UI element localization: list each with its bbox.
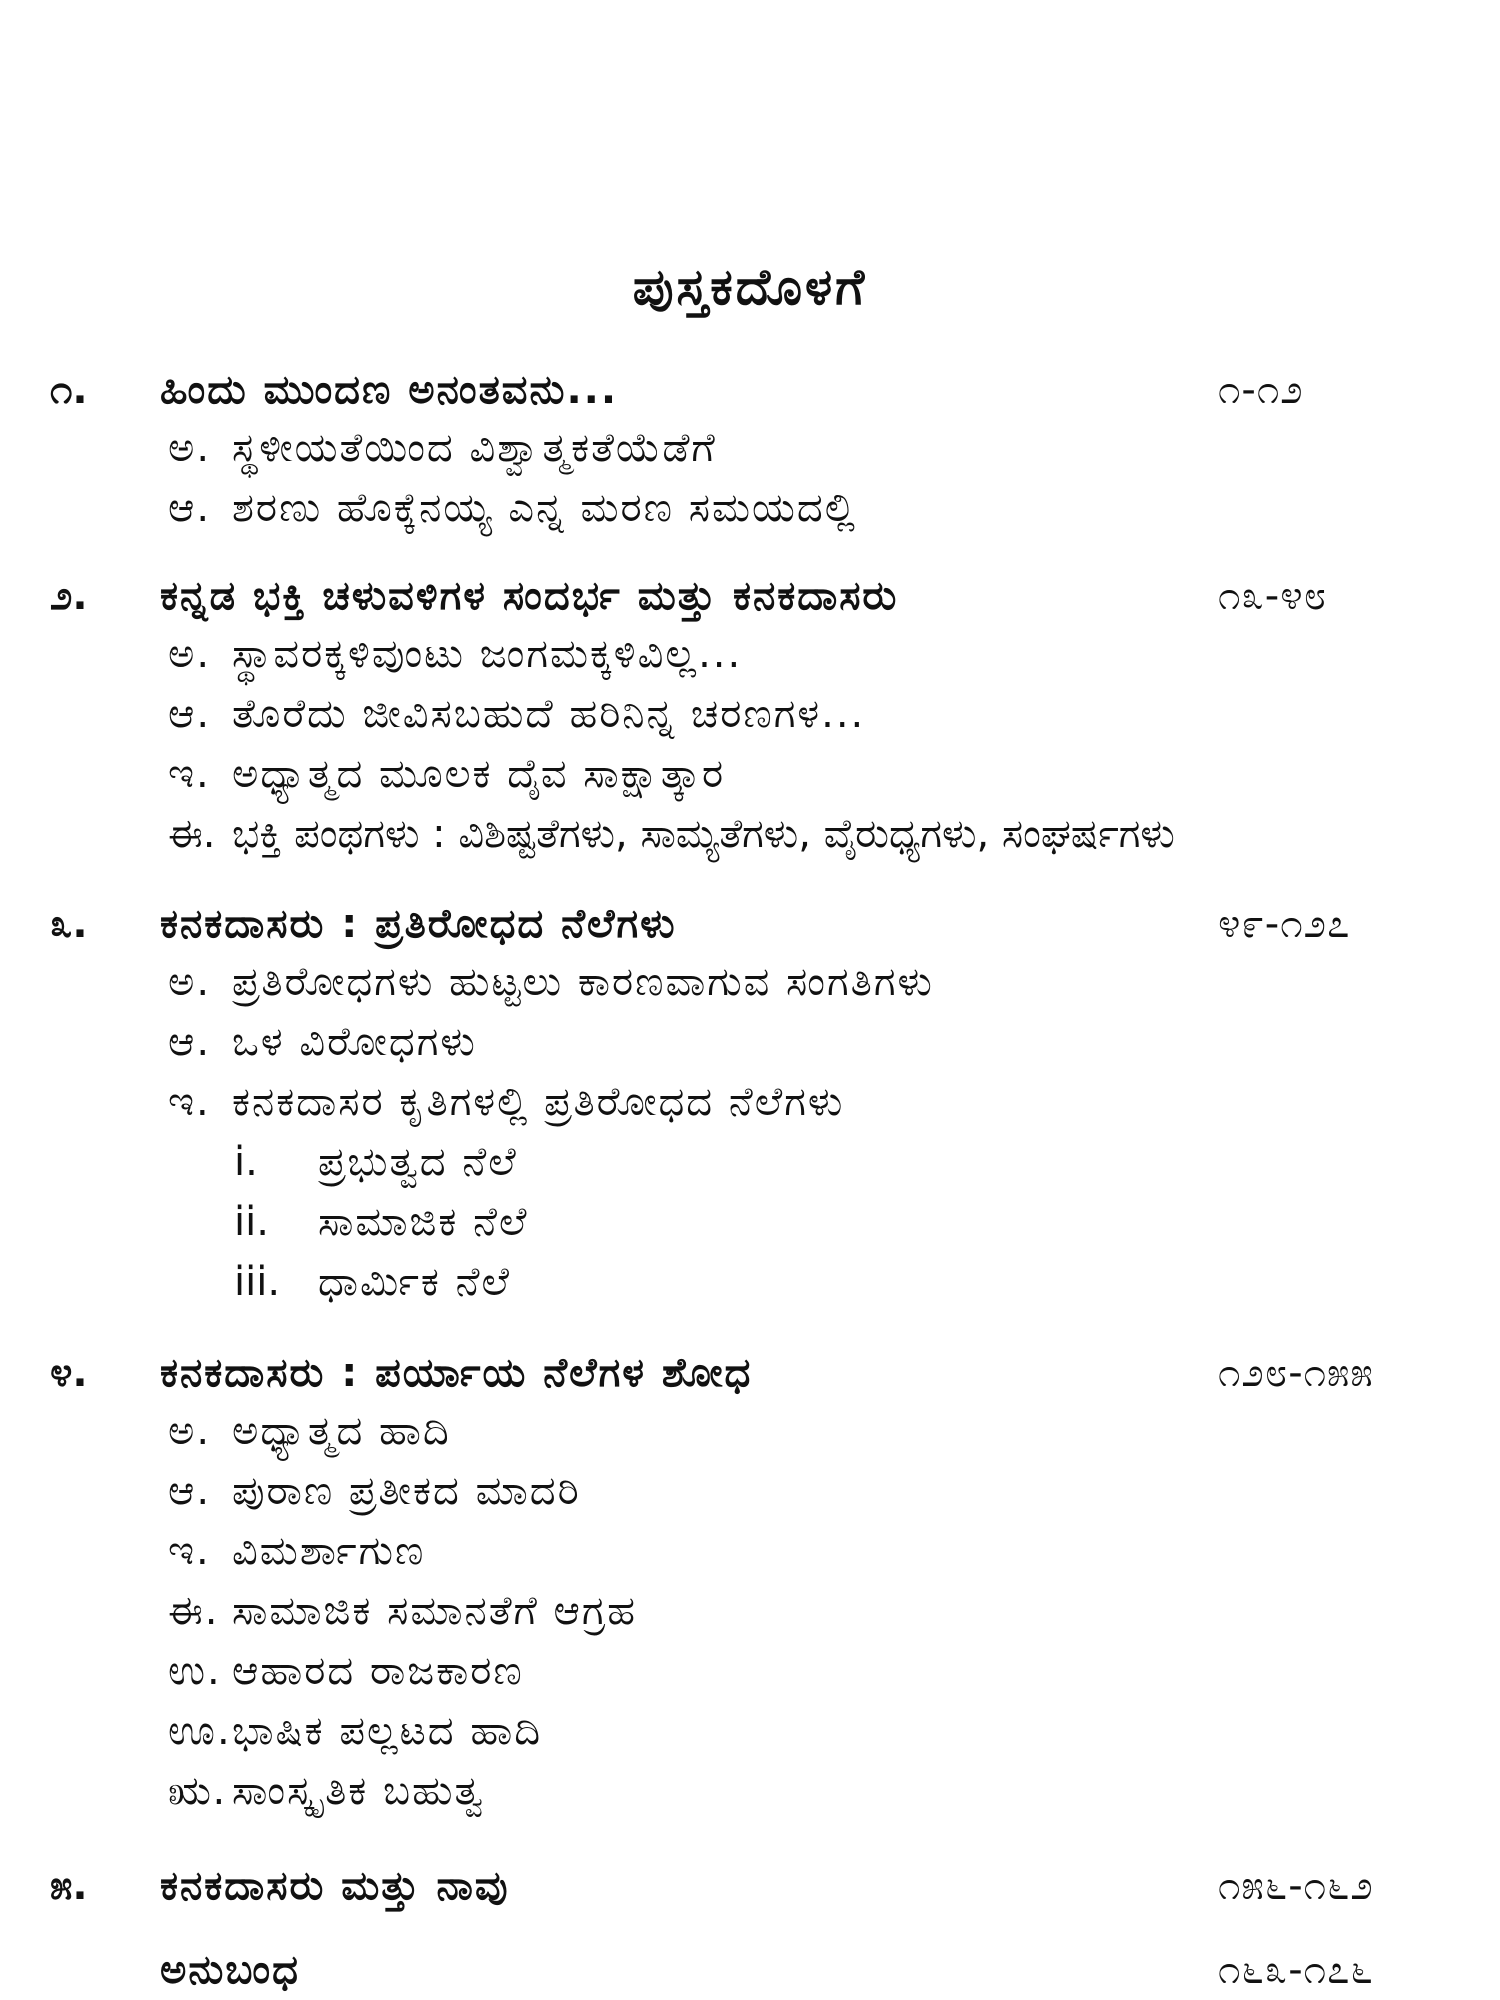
section-list [0, 418, 1500, 538]
subsection-item [0, 1192, 1500, 1252]
section-item [0, 744, 1500, 804]
chapter-2 [0, 568, 1500, 864]
subsection-item [0, 1252, 1500, 1312]
chapter-1 [0, 362, 1500, 538]
chapter-page-range: ೧೫೬-೧೬೨ [1218, 1863, 1374, 1909]
chapter-title: ಕನಕದಾಸರು : ಪರ್ಯಾಯ ನೆಲೆಗಳ ಶೋಧ [160, 1350, 753, 1396]
chapter-heading-row [0, 896, 1500, 952]
subsection-title: ಧಾರ್ಮಿಕ ನೆಲೆ [318, 1259, 511, 1305]
chapter-page-range: ೧೨೮-೧೫೫ [1218, 1350, 1374, 1396]
section-marker: ಅ. [168, 631, 212, 677]
subsection-item [0, 1132, 1500, 1192]
section-list [0, 952, 1500, 1312]
section-title: ಸಾಮಾಜಿಕ ಸಮಾನತೆಗೆ ಆಗ್ರಹ [232, 1588, 637, 1634]
chapter-page-range: ೪೯-೧೨೭ [1218, 901, 1351, 947]
section-title: ಒಳ ವಿರೋಧಗಳು [232, 1019, 477, 1065]
section-item [0, 952, 1500, 1012]
chapter-4 [0, 1345, 1500, 1821]
chapter-title: ಕನಕದಾಸರು ಮತ್ತು ನಾವು [160, 1863, 510, 1909]
section-marker: ಆ. [168, 1019, 212, 1065]
section-title: ಆಹಾರದ ರಾಜಕಾರಣ [232, 1648, 524, 1694]
section-marker: ಆ. [168, 1468, 212, 1514]
subsection-marker: i. [234, 1139, 258, 1185]
chapter-heading-row [0, 1345, 1500, 1401]
chapter-heading-row [0, 1942, 1500, 1998]
section-item [0, 478, 1500, 538]
section-item [0, 1401, 1500, 1461]
section-title: ಪ್ರತಿರೋಧಗಳು ಹುಟ್ಟಲು ಕಾರಣವಾಗುವ ಸಂಗತಿಗಳು [232, 959, 934, 1005]
section-title: ಕನಕದಾಸರ ಕೃತಿಗಳಲ್ಲಿ ಪ್ರತಿರೋಧದ ನೆಲೆಗಳು [232, 1079, 845, 1125]
chapter-number: ೪. [50, 1350, 88, 1396]
section-title: ತೊರೆದು ಜೀವಿಸಬಹುದೆ ಹರಿನಿನ್ನ ಚರಣಗಳ... [232, 691, 866, 737]
section-item [0, 1701, 1500, 1761]
chapter-page-range: ೧೬೩-೧೭೬ [1218, 1947, 1374, 1993]
chapter-heading-row [0, 568, 1500, 624]
section-item [0, 1581, 1500, 1641]
subsection-marker: iii. [234, 1259, 281, 1305]
section-marker: ಊ. [168, 1708, 232, 1754]
section-item [0, 418, 1500, 478]
chapter-number: ೧. [50, 367, 88, 413]
section-item [0, 1641, 1500, 1701]
chapter-heading-row [0, 362, 1500, 418]
chapter-number: ೫. [50, 1863, 88, 1909]
section-title: ಶರಣು ಹೊಕ್ಕೆನಯ್ಯ ಎನ್ನ ಮರಣ ಸಮಯದಲ್ಲಿ [232, 485, 857, 531]
chapter-page-range: ೧೩-೪೮ [1218, 573, 1328, 619]
section-title: ಸ್ಥಾವರಕ್ಕಳಿವುಂಟು ಜಂಗಮಕ್ಕಳಿವಿಲ್ಲ... [232, 631, 743, 677]
chapter-title: ಹಿಂದು ಮುಂದಣ ಅನಂತವನು... [160, 367, 619, 413]
section-marker: ಋ. [168, 1768, 228, 1814]
section-title: ಅಧ್ಯಾತ್ಮದ ಹಾದಿ [232, 1408, 451, 1454]
section-title: ಸ್ಥಳೀಯತೆಯಿಂದ ವಿಶ್ವಾತ್ಮಕತೆಯೆಡೆಗೆ [232, 425, 717, 471]
section-title: ವಿಮರ್ಶಾಗುಣ [232, 1528, 426, 1574]
section-item [0, 1521, 1500, 1581]
chapter-page-range: ೧-೧೨ [1218, 367, 1304, 413]
section-marker: ಅ. [168, 1408, 212, 1454]
section-title: ಭಕ್ತಿ ಪಂಥಗಳು : ವಿಶಿಷ್ಟತೆಗಳು, ಸಾಮ್ಯತೆಗಳು, ವೈರುಧ್ಯಗಳು, ಸಂಘರ್ಷಗಳು [232, 811, 1175, 857]
section-marker: ಇ. [168, 1528, 211, 1574]
chapter-5 [0, 1858, 1500, 1914]
section-item [0, 1461, 1500, 1521]
section-marker: ಇ. [168, 751, 211, 797]
subsection-marker: ii. [234, 1199, 269, 1245]
section-item [0, 684, 1500, 744]
appendix [0, 1942, 1500, 1998]
section-item [0, 1072, 1500, 1132]
section-list [0, 1401, 1500, 1821]
section-marker: ಅ. [168, 425, 212, 471]
subsection-title: ಪ್ರಭುತ್ವದ ನೆಲೆ [318, 1139, 518, 1185]
section-marker: ಅ. [168, 959, 212, 1005]
page-title: ಪುಸ್ತಕದೊಳಗೆ [632, 258, 868, 316]
section-marker: ಉ. [168, 1648, 222, 1694]
chapter-number: ೩. [50, 901, 88, 947]
section-title: ಪುರಾಣ ಪ್ರತೀಕದ ಮಾದರಿ [232, 1468, 581, 1514]
chapter-3 [0, 896, 1500, 1312]
subsection-title: ಸಾಮಾಜಿಕ ನೆಲೆ [318, 1199, 529, 1245]
section-item [0, 624, 1500, 684]
section-title: ಭಾಷಿಕ ಪಲ್ಲಟದ ಹಾದಿ [232, 1708, 543, 1754]
chapter-number: ೨. [50, 573, 88, 619]
section-marker: ಈ. [168, 811, 216, 857]
section-title: ಸಾಂಸ್ಕೃತಿಕ ಬಹುತ್ವ [232, 1768, 485, 1814]
chapter-heading-row [0, 1858, 1500, 1914]
section-item [0, 1761, 1500, 1821]
chapter-title: ಅನುಬಂಧ [160, 1947, 300, 1993]
section-list [0, 624, 1500, 864]
chapter-title: ಕನ್ನಡ ಭಕ್ತಿ ಚಳುವಳಿಗಳ ಸಂದರ್ಭ ಮತ್ತು ಕನಕದಾಸರು [160, 573, 899, 619]
section-item [0, 1012, 1500, 1072]
section-item [0, 804, 1500, 864]
chapter-title: ಕನಕದಾಸರು : ಪ್ರತಿರೋಧದ ನೆಲೆಗಳು [160, 901, 677, 947]
section-marker: ಈ. [168, 1588, 220, 1634]
section-marker: ಆ. [168, 485, 212, 531]
section-title: ಅಧ್ಯಾತ್ಮದ ಮೂಲಕ ದೈವ ಸಾಕ್ಷಾತ್ಕಾರ [232, 751, 726, 797]
section-marker: ಆ. [168, 691, 212, 737]
section-marker: ಇ. [168, 1079, 211, 1125]
